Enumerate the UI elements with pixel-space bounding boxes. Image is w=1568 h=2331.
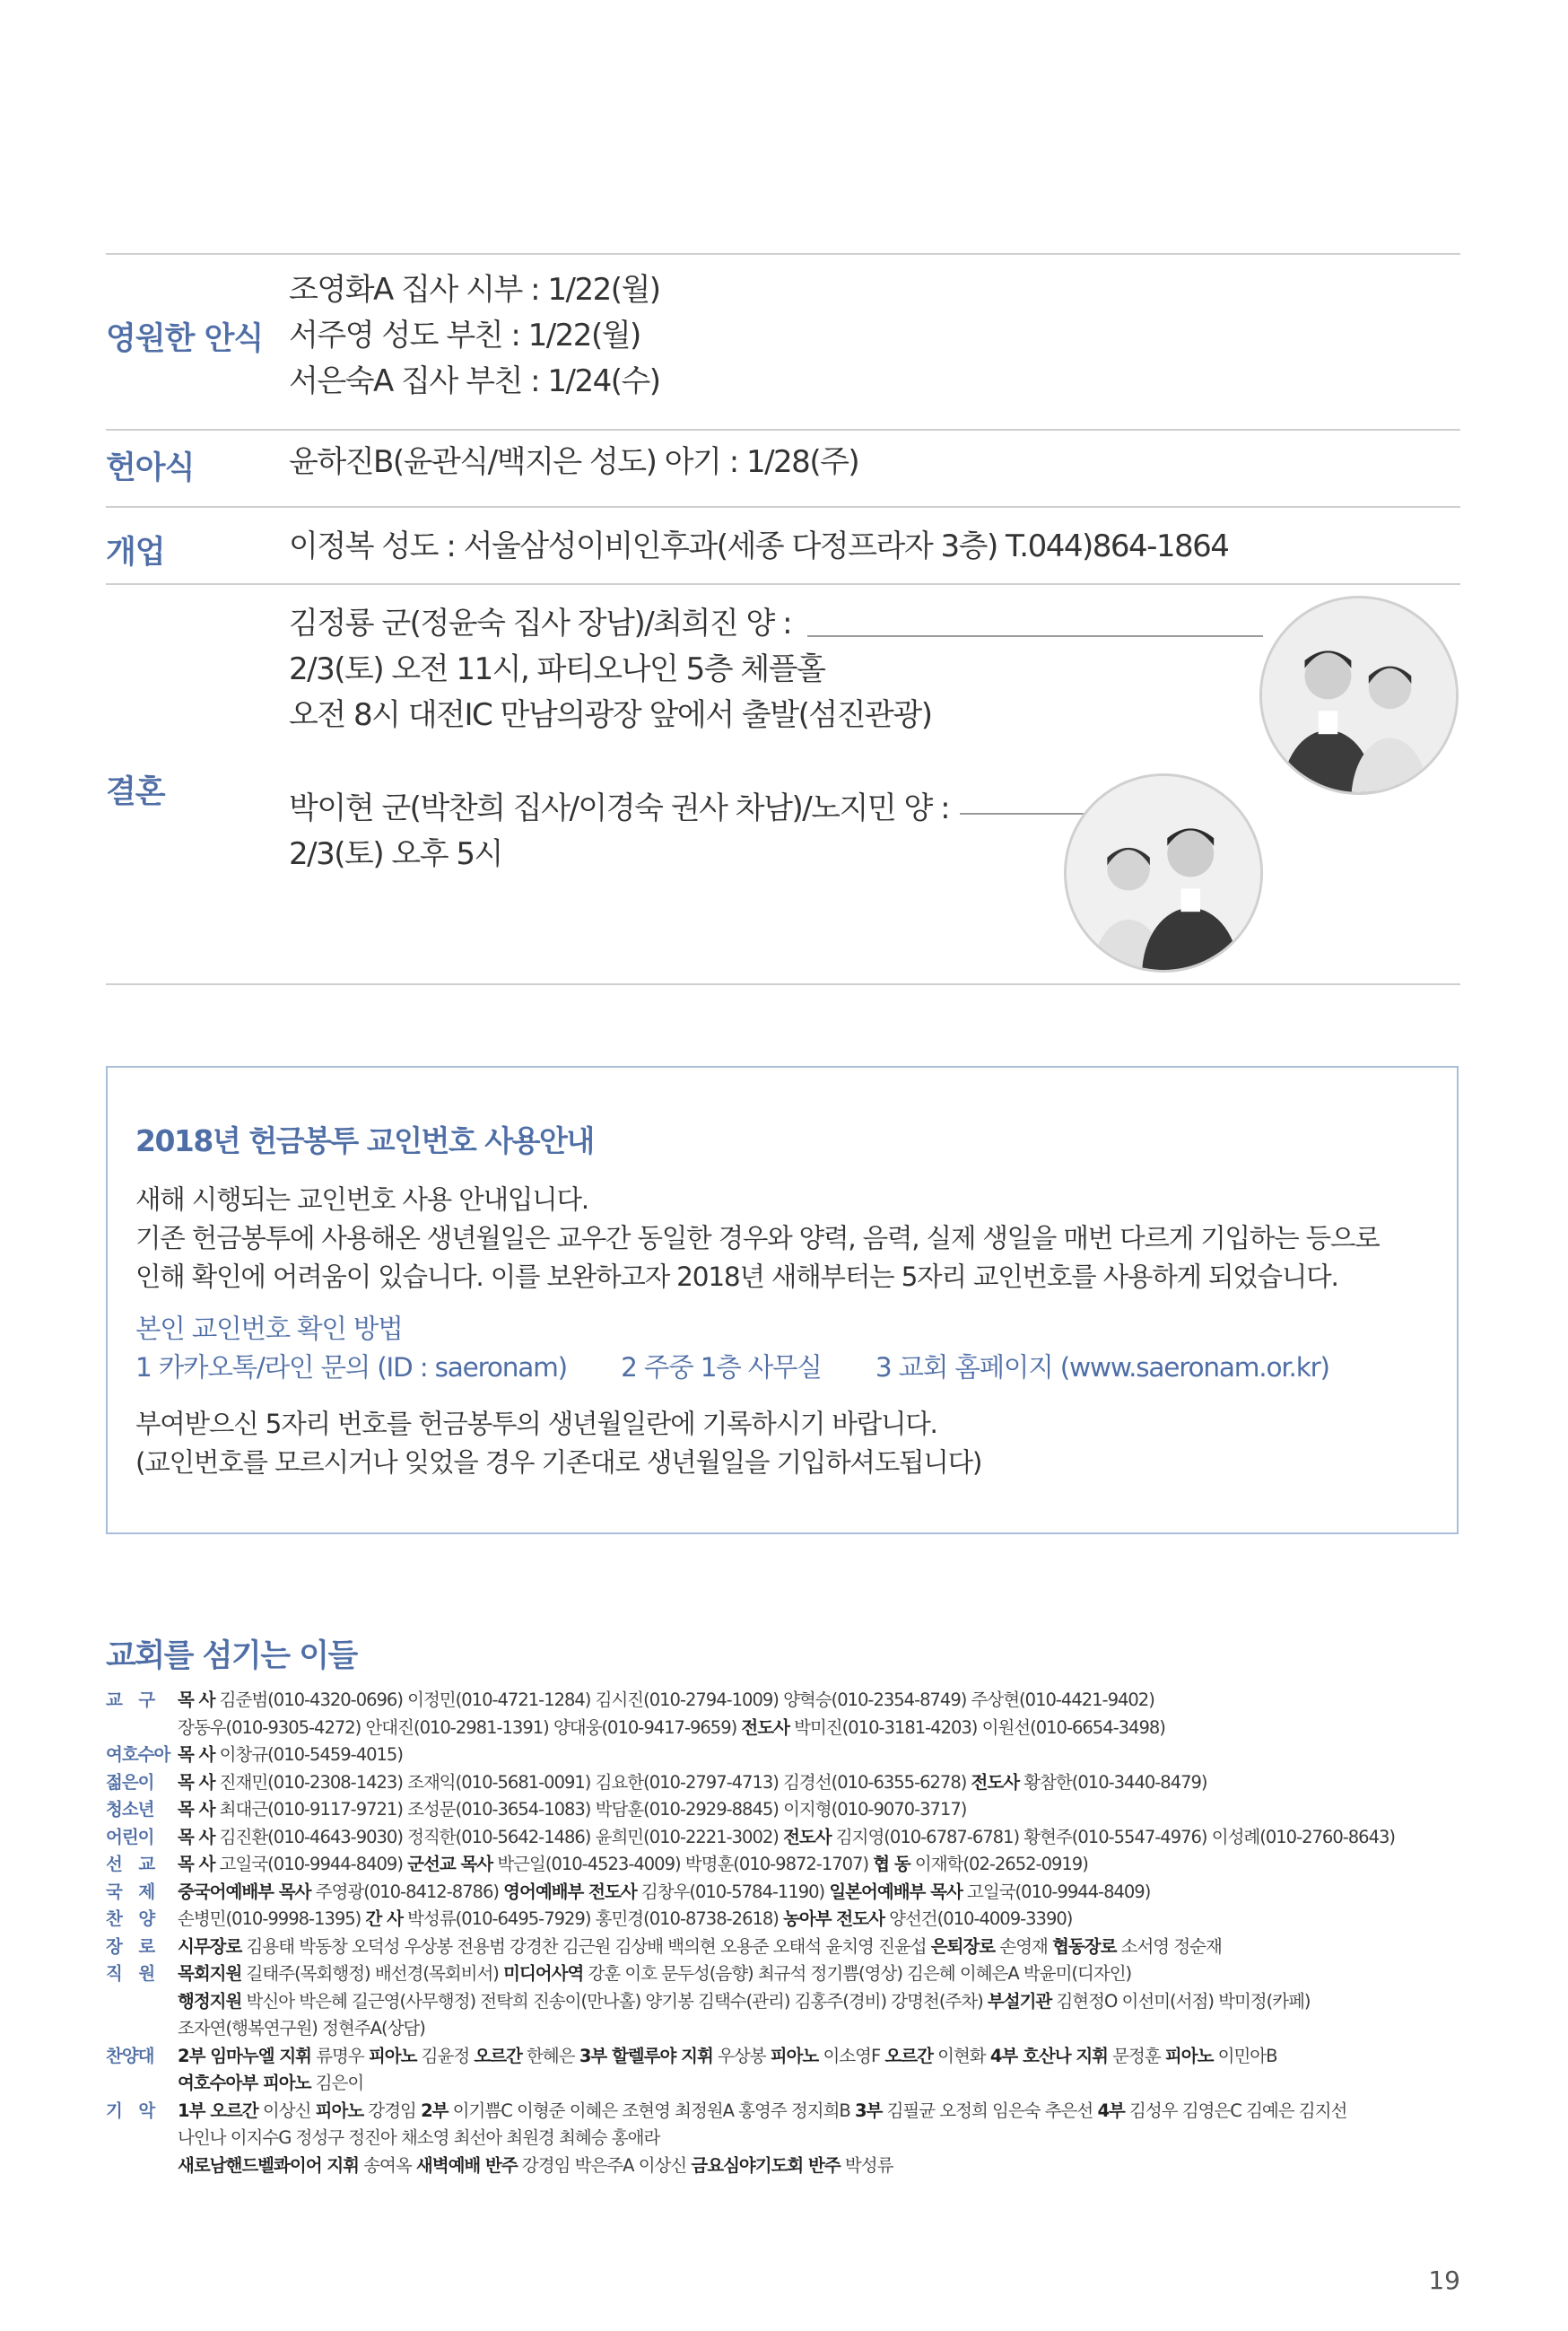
wedding-couple-2	[289, 786, 949, 877]
staff-row-label: 젊은이	[106, 1771, 154, 1793]
staff-row-content: 새로남핸드벨콰이어 지휘 송여옥 새벽예배 반주 강경임 박은주A 이상신 금요심야기도회 반주 박성류	[178, 2154, 893, 2176]
staff-row-content: 목 사 이창규(010-5459-4015)	[178, 1744, 403, 1765]
staff-row	[106, 2070, 1469, 2098]
notice-outro	[135, 1405, 981, 1482]
staff-row-content: 행정지원 박신아 박은혜 길근영(사무행정) 전탁희 진송이(만나홀) 양기봉 김택수(관리) 김홍주(경비) 강명천(주차) 부설기관 김현정O 이선미(서점) 박미정(카페)	[178, 1990, 1311, 2012]
staff-row-content: 목 사 김진환(010-4643-9030) 정직한(010-5642-1486) 윤희민(010-2221-3002) 전도사 김지영(010-6787-6781) 황현주(010-5547-4976) 이성례(010-2760-8643)	[178, 1826, 1396, 1847]
staff-row-label: 어린이	[106, 1826, 154, 1847]
farewell-item: 조영화A 집사 시부 : 1/22(월)	[289, 272, 660, 308]
wedding-line: 2/3(토) 오전 11시, 파티오나인 5층 체플홀	[289, 651, 825, 687]
staff-row-label: 교 구	[106, 1689, 155, 1710]
staff-row-label: 찬 양	[106, 1908, 155, 1929]
staff-directory	[106, 1687, 1469, 2179]
staff-row-content: 목 사 김준범(010-4320-0696) 이정민(010-4721-1284) 김시진(010-2794-1009) 양혁승(010-2354-8749) 주상현(010-4421-9402)	[178, 1689, 1154, 1710]
staff-row-label: 찬양대	[106, 2045, 154, 2066]
notice-method	[135, 1310, 1376, 1387]
staff-row-content: 목 사 최대근(010-9117-9721) 조성문(010-3654-1083) 박담훈(010-2929-8845) 이지형(010-9070-3717)	[178, 1799, 967, 1820]
staff-row	[106, 1796, 1469, 1824]
staff-row-content: 목 사 고일국(010-9944-8409) 군선교 목사 박근일(010-4523-4009) 박명훈(010-9872-1707) 협 동 이재학(02-2652-0919)	[178, 1854, 1088, 1874]
staff-row-label	[106, 2070, 178, 2098]
notice-line: 부여받으신 5자리 번호를 헌금봉투의 생년월일란에 기록하시기 바랍니다.	[135, 1409, 937, 1439]
staff-row	[106, 1960, 1469, 1988]
method-list	[135, 1349, 1376, 1387]
couple-photo	[1064, 773, 1263, 973]
staff-row-content: 목회지원 길태주(목회행정) 배선경(목회비서) 미디어사역 강훈 이호 문두성(음향) 최규석 정기쁨(영상) 김은혜 이혜은A 박윤미(디자인)	[178, 1963, 1132, 1984]
staff-row	[106, 1715, 1469, 1742]
staff-row-label	[106, 1715, 178, 1742]
method-office: 2 주중 1층 사무실	[621, 1352, 822, 1383]
dedication-list	[289, 440, 858, 485]
staff-row-content: 손병민(010-9998-1395) 간 사 박성류(010-6495-7929) 홍민경(010-8738-2618) 농아부 전도사 양선건(010-4009-3390)	[178, 1908, 1073, 1929]
divider	[106, 983, 1460, 985]
dedication-item: 윤하진B(윤관식/백지은 성도) 아기 : 1/28(주)	[289, 444, 859, 480]
staff-row-content: 1부 오르간 이상신 피아노 강경임 2부 이기쁨C 이형준 이혜은 조현영 최정원A 홍영주 정지희B 3부 김필균 오정희 임은숙 추은선 4부 김성우 김영은C 김예은 김지선	[178, 2100, 1347, 2121]
farewell-label: 영원한 안식	[106, 321, 264, 357]
staff-row-content: 중국어예배부 목사 주영광(010-8412-8786) 영어예배부 전도사 김창우(010-5784-1190) 일본어예배부 목사 고일국(010-9944-8409)	[178, 1881, 1151, 1902]
divider	[106, 583, 1460, 585]
method-homepage-link[interactable]: 3 교회 홈페이지 (www.saeronam.or.kr)	[875, 1352, 1329, 1383]
wedding-line: 오전 8시 대전IC 만남의광장 앞에서 출발(섬진관광)	[289, 697, 932, 733]
staff-row-label	[106, 2125, 178, 2152]
staff-row	[106, 2152, 1469, 2180]
wedding-line: 김정룡 군(정윤숙 집사 장남)/최희진 양 :	[289, 606, 792, 642]
staff-row	[106, 2098, 1469, 2126]
farewell-list	[289, 267, 660, 405]
notice-line: 인해 확인에 어려움이 있습니다. 이를 보완하고자 2018년 새해부터는 5자리 교인번호를 사용하게 되었습니다.	[135, 1262, 1338, 1292]
staff-row	[106, 2043, 1469, 2071]
wedding-couple-1	[289, 601, 932, 738]
staff-row-label: 여호수아	[106, 1744, 170, 1765]
farewell-item: 서주영 성도 부친 : 1/22(월)	[289, 318, 640, 354]
staff-row-content: 장동우(010-9305-4272) 안대진(010-2981-1391) 양대웅(010-9417-9659) 전도사 박미진(010-3181-4203) 이원선(010-6654-3498)	[178, 1716, 1165, 1738]
couple-photo	[1259, 596, 1459, 795]
staff-row-label: 직 원	[106, 1963, 155, 1984]
page-number: 19	[1428, 2266, 1460, 2295]
staff-row	[106, 2125, 1469, 2152]
staff-row-content: 여호수아부 피아노 김은이	[178, 2073, 364, 2093]
staff-row	[106, 1906, 1469, 1934]
staff-row	[106, 1824, 1469, 1852]
staff-row	[106, 1851, 1469, 1879]
staff-row-content: 나인나 이지수G 정성구 정진아 채소영 최선아 최원경 최혜승 홍애라	[178, 2127, 660, 2148]
staff-row-label: 기 악	[106, 2100, 155, 2121]
method-title: 본인 교인번호 확인 방법	[135, 1314, 403, 1344]
dedication-label: 헌아식	[106, 450, 195, 486]
notice-intro	[135, 1181, 1380, 1296]
staff-row	[106, 2015, 1469, 2043]
staff-row-label: 장 로	[106, 1935, 155, 1957]
staff-row-label: 청소년	[106, 1799, 154, 1820]
divider	[106, 253, 1460, 255]
staff-row	[106, 1769, 1469, 1797]
staff-row-content: 목 사 진재민(010-2308-1423) 조재익(010-5681-0091) 김요한(010-2797-4713) 김경선(010-6355-6278) 전도사 황참한(010-3440-8479)	[178, 1771, 1207, 1793]
wedding-label: 결혼	[106, 774, 165, 810]
staff-row-label: 선 교	[106, 1854, 155, 1874]
farewell-item: 서은숙A 집사 부친 : 1/24(수)	[289, 363, 660, 399]
method-kakao: 1 카카오톡/라인 문의 (ID : saeronam)	[135, 1352, 567, 1383]
notice-title: 2018년 헌금봉투 교인번호 사용안내	[135, 1123, 594, 1158]
opening-list	[289, 524, 1228, 570]
notice-line: 새해 시행되는 교인번호 사용 안내입니다.	[135, 1184, 588, 1215]
staff-row-label	[106, 2015, 178, 2043]
leader-line	[960, 813, 1084, 815]
staff-row-content: 2부 임마누엘 지휘 류명우 피아노 김윤정 오르간 한혜은 3부 할렐루야 지휘 우상봉 피아노 이소영F 오르간 이현화 4부 호산나 지휘 문정훈 피아노 이민아B	[178, 2045, 1277, 2066]
divider	[106, 429, 1460, 431]
notice-line: (교인번호를 모르시거나 잊었을 경우 기존대로 생년월일을 기입하셔도됩니다)	[135, 1447, 982, 1478]
staff-row	[106, 1879, 1469, 1907]
notice-line: 기존 헌금봉투에 사용해온 생년월일은 교우간 동일한 경우와 양력, 음력, 실제 생일을 매번 다르게 기입하는 등으로	[135, 1223, 1380, 1253]
staff-row-content: 조자연(행복연구원) 정현주A(상담)	[178, 2018, 425, 2039]
staff-row	[106, 1687, 1469, 1715]
staff-row-label: 국 제	[106, 1881, 155, 1902]
wedding-line: 박이현 군(박찬희 집사/이경숙 권사 차남)/노지민 양 :	[289, 790, 950, 826]
staff-row-label	[106, 2152, 178, 2180]
wedding-line: 2/3(토) 오후 5시	[289, 836, 502, 872]
staff-row	[106, 1988, 1469, 2016]
opening-label: 개업	[106, 535, 165, 571]
staff-row-content: 시무장로 김용태 박동창 오덕성 우상봉 전용범 강경찬 김근원 김상배 백의현 오용준 오태석 윤치영 진윤섭 은퇴장로 손영재 협동장로 소서영 정순재	[178, 1935, 1222, 1957]
staff-title: 교회를 섬기는 이들	[106, 1638, 357, 1674]
staff-row	[106, 1742, 1469, 1769]
staff-row-label	[106, 1988, 178, 2016]
divider	[106, 506, 1460, 508]
opening-item: 이정복 성도 : 서울삼성이비인후과(세종 다정프라자 3층) T.044)864-1864	[289, 528, 1229, 564]
staff-row	[106, 1934, 1469, 1961]
leader-line	[807, 635, 1263, 637]
